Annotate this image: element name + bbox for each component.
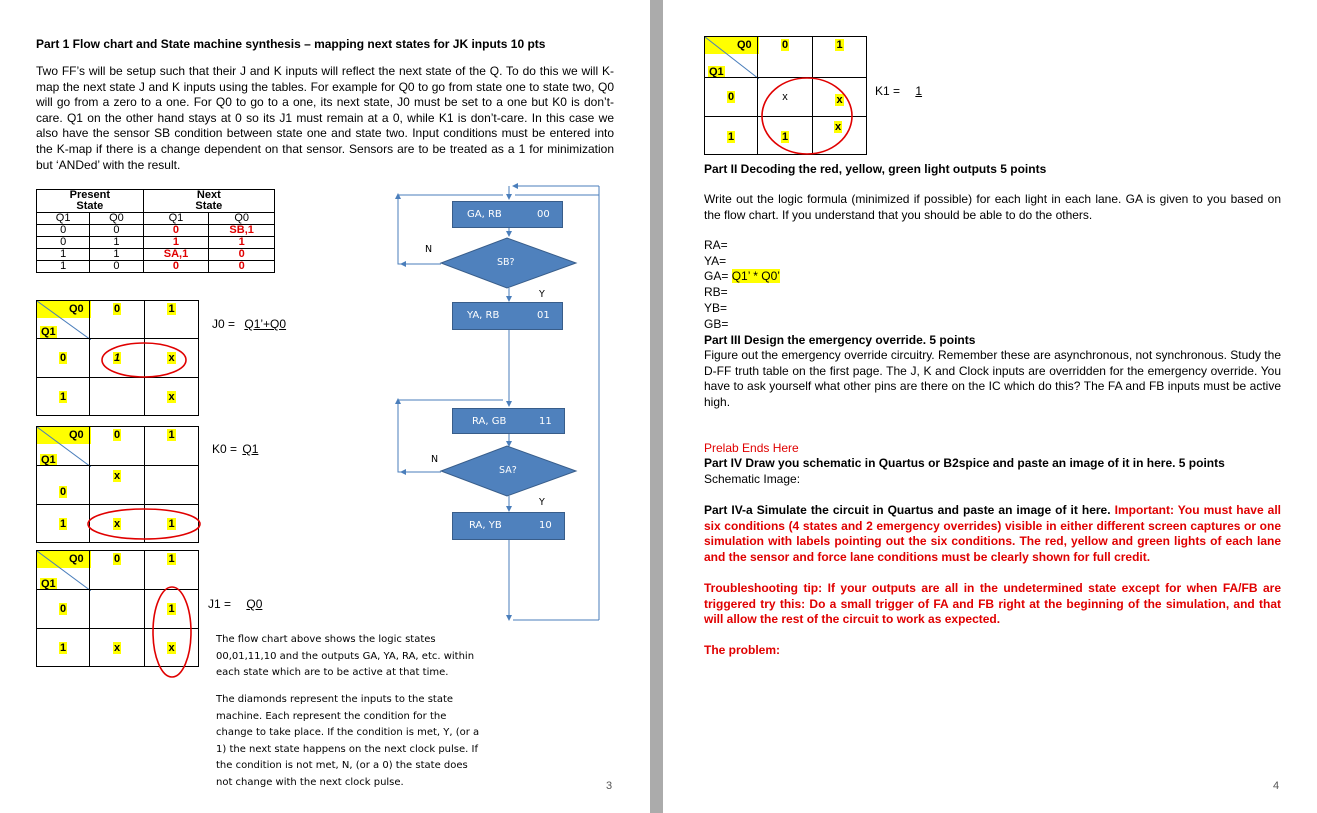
kmap-q1-label: Q1 <box>41 454 56 466</box>
cell: 1 <box>209 237 275 249</box>
light-formulas <box>704 238 780 332</box>
part3-text: Figure out the emergency override circuitry. Remember these are asynchronous, not synchronous. Study the D-FF truth table on the first page. The J, K and Clock inputs are overridden for the emergency override. You have to ask yourself what other pins are there on the IC which do this? The FA and FB inputs must be active high. <box>704 348 1281 409</box>
kmap-row-header: 1 <box>36 377 90 416</box>
j1-equation: J1 = Q0 <box>208 597 263 611</box>
kmap-row-header: 0 <box>36 465 90 505</box>
col-header: Q1 <box>143 213 209 225</box>
kmap-cell: x <box>144 377 199 416</box>
kmap-col-header: 0 <box>757 36 813 78</box>
decision-sa-no: N <box>431 454 439 465</box>
kmap-q0-label: Q0 <box>69 303 84 315</box>
part4a-title: Part IV-a Simulate the circuit in Quartus and paste an image of it here. <box>704 503 1111 517</box>
decision-sb-yes: Y <box>539 289 545 300</box>
part4a-block <box>704 503 1281 565</box>
col-header: Q0 <box>90 213 143 225</box>
kmap-corner <box>704 36 758 78</box>
cell: 0 <box>209 261 275 273</box>
kmap-cell: 1 <box>144 589 199 629</box>
page-3 <box>0 0 650 813</box>
j0-equation: J0 = Q1’+Q0 <box>212 317 287 331</box>
flowchart-note-1: The flow chart above shows the logic states 00,01,11,10 and the outputs GA, YA, RA, etc. within each state which are to be active at that time. <box>216 634 475 678</box>
kmap-cell: 1 <box>144 504 199 543</box>
decision-sb-label: SB? <box>497 257 515 268</box>
gb-formula: GB= <box>704 316 729 331</box>
kmap-cell: x <box>144 338 199 378</box>
col-header: Q1 <box>37 213 90 225</box>
cell: 1 <box>37 261 90 273</box>
cell: 0 <box>143 225 209 237</box>
cell: 0 <box>90 225 143 237</box>
ra-formula: RA= <box>704 238 728 252</box>
kmap-col-header: 1 <box>144 426 199 466</box>
part1-intro: Two FF’s will be setup such that their J and K inputs will reflect the next state of the Q. To do this we will K-map the next state J and K inputs using the tables. For example for Q0 to go from state one to state two, Q0 will go from a zero to a one. For Q0 to go to a one, its next state, J0 must be set to a one but K0 is don’t-care. Q1 on the other hand stays at 0 so its J1 must remain at a 0, while K1 is don’t-care. In this case we also have the sensor SB condition between state one and state two. Input conditions must be entered into the K-map if there is a change dependent on that sensor. Sensors are to be treated as a 1 for minimization but ‘ANDed’ with the result. <box>36 64 614 172</box>
cell: 0 <box>209 249 275 261</box>
cell: 0 <box>143 261 209 273</box>
kmap-row-header: 1 <box>36 628 90 667</box>
kmap-cell: x <box>89 465 145 505</box>
state-10-box: RA, YB 10 <box>452 512 565 540</box>
page-number: 3 <box>606 780 613 792</box>
kmap-q0-label: Q0 <box>69 553 84 565</box>
kmap-cell: x <box>89 628 145 667</box>
kmap-cell: x <box>144 628 199 667</box>
k0-equation: K0 = Q1 <box>212 442 259 456</box>
kmap-q0-label: Q0 <box>69 429 84 441</box>
part4a-important: Important: You must have all six conditions (4 states and 2 emergency overrides) visible in either different screen captures or one simulation with labels pointing out the six conditions. The red, yellow and green lights of each lane and the sensor and force lane conditions must be clearly shown for full credit. <box>704 503 1282 564</box>
kmap-cell: 1 <box>89 338 145 378</box>
part2-title: Part II Decoding the red, yellow, green light outputs 5 points <box>704 162 1047 176</box>
col-header: Q0 <box>209 213 275 225</box>
rb-formula: RB= <box>704 285 728 300</box>
cell: SA,1 <box>143 249 209 261</box>
kmap-q1-label: Q1 <box>709 66 724 78</box>
kmap-cell: x <box>757 77 813 117</box>
k1-equation: K1 = 1 <box>875 84 923 98</box>
kmap-row-header: 0 <box>36 589 90 629</box>
present-header: Present <box>37 190 144 202</box>
ga-formula: GA= Q1’ * Q0’ <box>704 269 780 284</box>
cell: 1 <box>90 237 143 249</box>
kmap-row-header: 0 <box>36 338 90 378</box>
cell: 1 <box>37 249 90 261</box>
problem-label: The problem: <box>704 643 781 657</box>
kmap-col-header: 0 <box>89 550 145 590</box>
kmap-cell: 1 <box>757 116 813 155</box>
flowchart-note-2: The diamonds represent the inputs to the state machine. Each represent the condition for the change to take place. If the condition is met, Y, (or a 1) the next state happens on the next clock pulse. If the condition is not met, N, (or a 0) the state does not change with the next clock pulse. <box>216 694 480 788</box>
present-state-header: State <box>37 201 144 213</box>
cell: 1 <box>90 249 143 261</box>
page-number: 4 <box>1273 780 1280 792</box>
kmap-q0-label: Q0 <box>737 39 752 51</box>
cell: 0 <box>37 237 90 249</box>
kmap-cell: x <box>89 504 145 543</box>
kmap-k1 <box>704 36 867 155</box>
kmap-cell: x <box>812 77 867 117</box>
kmap-col-header: 1 <box>144 550 199 590</box>
kmap-q1-label: Q1 <box>41 326 56 338</box>
kmap-col-header: 1 <box>144 300 199 339</box>
kmap-col-header: 0 <box>89 426 145 466</box>
state-00-box: GA, RB 00 <box>452 201 563 228</box>
kmap-group-circle <box>758 76 858 158</box>
part4-title: Part IV Draw you schematic in Quartus or B2spice and paste an image of it in here. 5 points <box>704 456 1225 470</box>
kmap-row-header: 1 <box>36 504 90 543</box>
prelab-end: Prelab Ends Here <box>704 441 799 455</box>
part1-title: Part 1 Flow chart and State machine synthesis – mapping next states for JK inputs 10 pts <box>36 37 546 51</box>
next-state-header: State <box>143 201 274 213</box>
state-11-box: RA, GB 11 <box>452 408 565 434</box>
kmap-col-header: 1 <box>812 36 867 78</box>
kmap-q1-label: Q1 <box>41 578 56 590</box>
kmap-col-header: 0 <box>89 300 145 339</box>
part3-title: Part III Design the emergency override. 5 points <box>704 333 976 347</box>
schematic-label: Schematic Image: <box>704 472 801 486</box>
state-01-box: YA, RB 01 <box>452 302 563 330</box>
cell: SB,1 <box>209 225 275 237</box>
cell: 0 <box>90 261 143 273</box>
cell: 1 <box>143 237 209 249</box>
cell: 0 <box>37 225 90 237</box>
next-header: Next <box>143 190 274 202</box>
part2-text: Write out the logic formula (minimized if possible) for each light in each lane. GA is given to you based on the flow chart. If you understand that you should be able to do the others. <box>704 192 1281 222</box>
decision-sa-yes: Y <box>539 497 545 508</box>
troubleshooting-tip: Troubleshooting tip: If your outputs are all in the undetermined state except for when FA/FB are triggered try this: Do a small trigger of FA and FB right at the beginning of the simulation, and that will allow the rest of the circuit to work as expected. <box>704 581 1281 627</box>
kmap-row-header: 0 <box>704 77 758 117</box>
kmap-row-header: 1 <box>704 116 758 155</box>
page-4 <box>663 0 1317 813</box>
decision-sa-label: SA? <box>499 465 517 476</box>
decision-sb-no: N <box>425 244 433 255</box>
kmap-extra-x: x <box>835 121 842 133</box>
yb-formula: YB= <box>704 300 728 315</box>
ya-formula: YA= <box>704 253 727 268</box>
